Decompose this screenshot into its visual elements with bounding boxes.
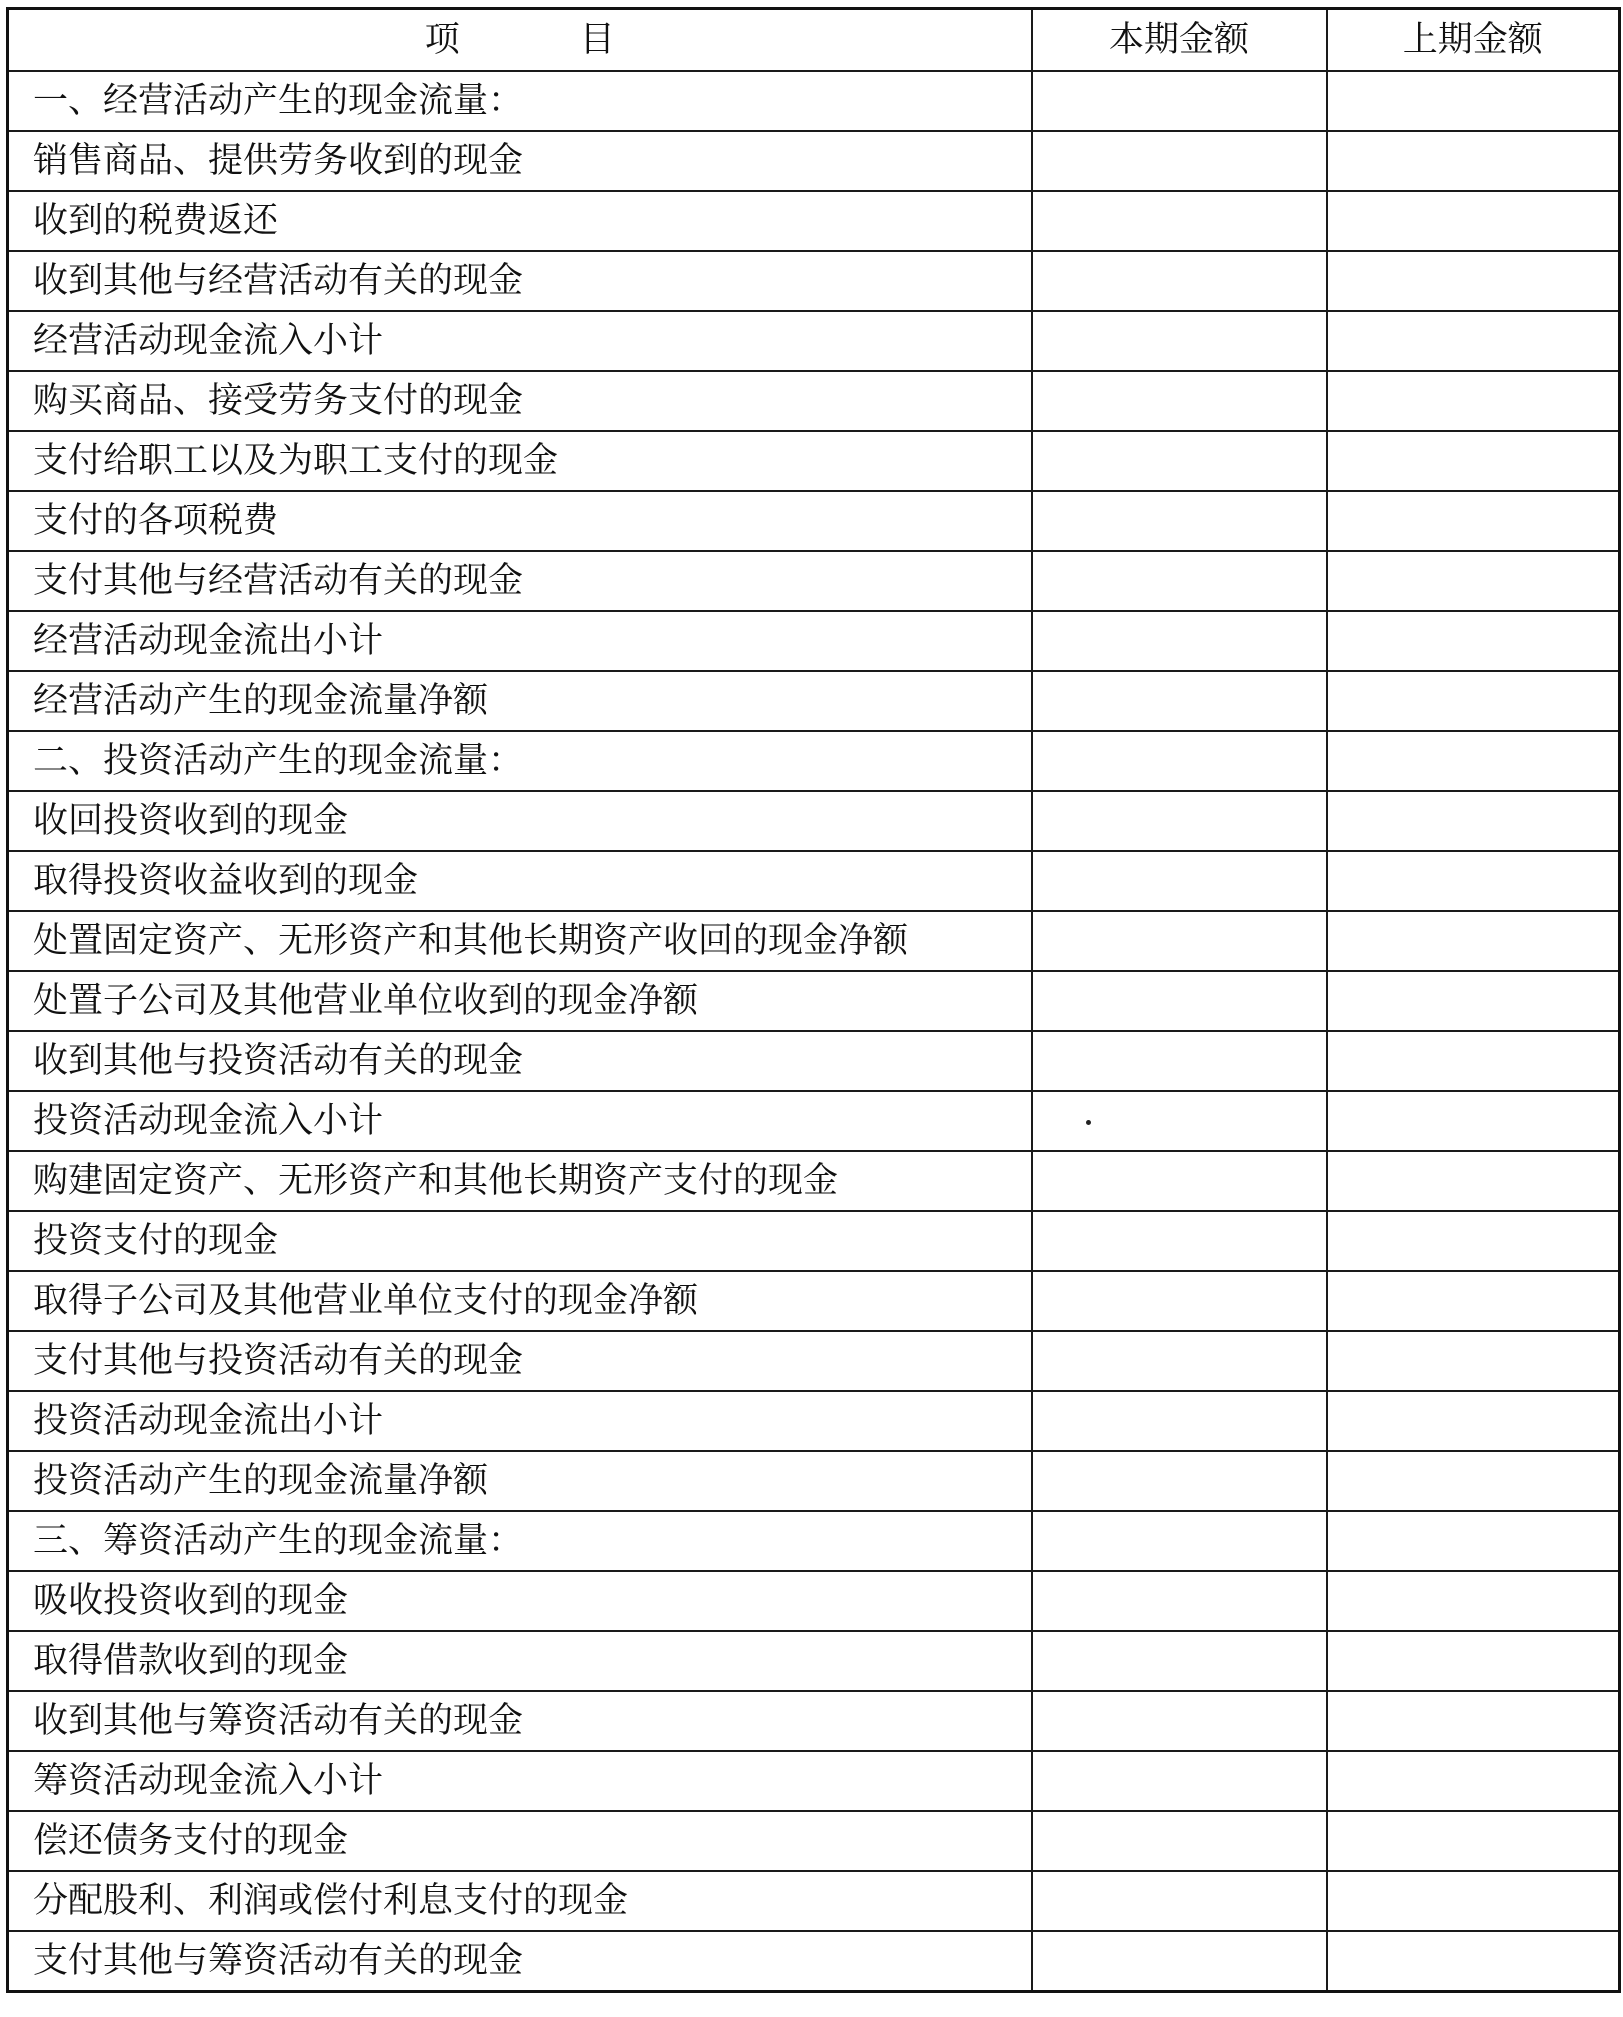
- item-cell: 投资活动现金流出小计: [8, 1391, 1032, 1451]
- item-cell: 处置子公司及其他营业单位收到的现金净额: [8, 971, 1032, 1031]
- prior-amount-cell[interactable]: [1327, 371, 1620, 431]
- current-amount-cell[interactable]: [1032, 1091, 1327, 1151]
- current-amount-cell[interactable]: [1032, 431, 1327, 491]
- prior-amount-cell[interactable]: [1327, 551, 1620, 611]
- table-row: [8, 431, 1620, 491]
- table-row: [8, 1031, 1620, 1091]
- item-cell: 收到其他与经营活动有关的现金: [8, 251, 1032, 311]
- current-amount-cell[interactable]: [1032, 1511, 1327, 1571]
- current-amount-cell[interactable]: [1032, 1691, 1327, 1751]
- prior-amount-cell[interactable]: [1327, 851, 1620, 911]
- current-amount-cell[interactable]: [1032, 1871, 1327, 1931]
- prior-amount-cell[interactable]: [1327, 1391, 1620, 1451]
- item-cell: 取得借款收到的现金: [8, 1631, 1032, 1691]
- item-cell: 经营活动现金流入小计: [8, 311, 1032, 371]
- current-period-column-header: 本期金额: [1032, 9, 1327, 72]
- item-cell: 购建固定资产、无形资产和其他长期资产支付的现金: [8, 1151, 1032, 1211]
- current-amount-cell[interactable]: [1032, 311, 1327, 371]
- prior-amount-cell[interactable]: [1327, 1571, 1620, 1631]
- current-amount-cell[interactable]: [1032, 1031, 1327, 1091]
- item-cell: 取得子公司及其他营业单位支付的现金净额: [8, 1271, 1032, 1331]
- current-amount-cell[interactable]: [1032, 71, 1327, 131]
- item-cell: 支付其他与筹资活动有关的现金: [8, 1931, 1032, 1992]
- prior-amount-cell[interactable]: [1327, 1811, 1620, 1871]
- table-row: [8, 611, 1620, 671]
- item-column-header: [8, 9, 1032, 72]
- prior-amount-cell[interactable]: [1327, 1631, 1620, 1691]
- prior-amount-cell[interactable]: [1327, 251, 1620, 311]
- current-amount-cell[interactable]: [1032, 1451, 1327, 1511]
- prior-amount-cell[interactable]: [1327, 971, 1620, 1031]
- item-cell: 二、投资活动产生的现金流量：: [8, 731, 1032, 791]
- prior-amount-cell[interactable]: [1327, 911, 1620, 971]
- table-row: [8, 971, 1620, 1031]
- item-cell: 经营活动现金流出小计: [8, 611, 1032, 671]
- current-amount-cell[interactable]: [1032, 491, 1327, 551]
- current-amount-cell[interactable]: [1032, 251, 1327, 311]
- item-header-left: 项: [424, 20, 460, 60]
- prior-amount-cell[interactable]: [1327, 731, 1620, 791]
- current-amount-cell[interactable]: [1032, 1211, 1327, 1271]
- item-cell: 支付给职工以及为职工支付的现金: [8, 431, 1032, 491]
- item-cell: 筹资活动现金流入小计: [8, 1751, 1032, 1811]
- prior-amount-cell[interactable]: [1327, 1931, 1620, 1992]
- current-amount-cell[interactable]: [1032, 551, 1327, 611]
- current-amount-cell[interactable]: [1032, 971, 1327, 1031]
- item-cell: 三、筹资活动产生的现金流量：: [8, 1511, 1032, 1571]
- prior-amount-cell[interactable]: [1327, 311, 1620, 371]
- item-cell: 支付其他与投资活动有关的现金: [8, 1331, 1032, 1391]
- current-amount-cell[interactable]: [1032, 1331, 1327, 1391]
- table-row: [8, 1751, 1620, 1811]
- current-amount-cell[interactable]: [1032, 371, 1327, 431]
- prior-amount-cell[interactable]: [1327, 131, 1620, 191]
- item-cell: 支付的各项税费: [8, 491, 1032, 551]
- current-amount-cell[interactable]: [1032, 1931, 1327, 1992]
- current-amount-cell[interactable]: [1032, 131, 1327, 191]
- item-cell: 收到其他与投资活动有关的现金: [8, 1031, 1032, 1091]
- prior-amount-cell[interactable]: [1327, 1871, 1620, 1931]
- current-amount-cell[interactable]: [1032, 671, 1327, 731]
- table-row: [8, 1451, 1620, 1511]
- table-row: [8, 731, 1620, 791]
- prior-amount-cell[interactable]: [1327, 1271, 1620, 1331]
- item-cell: 处置固定资产、无形资产和其他长期资产收回的现金净额: [8, 911, 1032, 971]
- prior-amount-cell[interactable]: [1327, 1511, 1620, 1571]
- item-cell: 分配股利、利润或偿付利息支付的现金: [8, 1871, 1032, 1931]
- table-header: [8, 9, 1620, 72]
- current-amount-cell[interactable]: [1032, 1751, 1327, 1811]
- item-cell: 偿还债务支付的现金: [8, 1811, 1032, 1871]
- table-row: [8, 1271, 1620, 1331]
- table-row: [8, 1091, 1620, 1151]
- item-cell: 投资活动产生的现金流量净额: [8, 1451, 1032, 1511]
- item-cell: 购买商品、接受劳务支付的现金: [8, 371, 1032, 431]
- table-row: [8, 791, 1620, 851]
- prior-amount-cell[interactable]: [1327, 431, 1620, 491]
- item-cell: 投资活动现金流入小计: [8, 1091, 1032, 1151]
- table-row: [8, 1391, 1620, 1451]
- cash-flow-statement-table: [6, 7, 1621, 1993]
- current-amount-cell[interactable]: [1032, 611, 1327, 671]
- table-row: [8, 1151, 1620, 1211]
- current-amount-cell[interactable]: [1032, 1631, 1327, 1691]
- prior-amount-cell[interactable]: [1327, 1751, 1620, 1811]
- prior-amount-cell[interactable]: [1327, 71, 1620, 131]
- table-row: [8, 131, 1620, 191]
- table-row: [8, 671, 1620, 731]
- prior-amount-cell[interactable]: [1327, 191, 1620, 251]
- prior-amount-cell[interactable]: [1327, 1031, 1620, 1091]
- current-amount-cell[interactable]: [1032, 731, 1327, 791]
- table-row: [8, 371, 1620, 431]
- item-cell: 吸收投资收到的现金: [8, 1571, 1032, 1631]
- table-row: [8, 1211, 1620, 1271]
- table-row: [8, 251, 1620, 311]
- prior-amount-cell[interactable]: [1327, 1331, 1620, 1391]
- item-cell: 收到的税费返还: [8, 191, 1032, 251]
- prior-period-column-header: 上期金额: [1327, 9, 1620, 72]
- table-row: [8, 911, 1620, 971]
- prior-amount-cell[interactable]: [1327, 1691, 1620, 1751]
- table-row: [8, 1331, 1620, 1391]
- table-row: [8, 71, 1620, 131]
- table-row: [8, 1871, 1620, 1931]
- prior-amount-cell[interactable]: [1327, 671, 1620, 731]
- current-amount-cell[interactable]: [1032, 911, 1327, 971]
- table-row: [8, 311, 1620, 371]
- prior-amount-cell[interactable]: [1327, 1211, 1620, 1271]
- current-amount-cell[interactable]: [1032, 1151, 1327, 1211]
- current-amount-cell[interactable]: [1032, 851, 1327, 911]
- table-body: [8, 71, 1620, 1992]
- table-row: [8, 191, 1620, 251]
- prior-amount-cell[interactable]: [1327, 491, 1620, 551]
- table-row: [8, 1511, 1620, 1571]
- item-cell: 经营活动产生的现金流量净额: [8, 671, 1032, 731]
- header-row: [8, 9, 1620, 72]
- table-row: [8, 491, 1620, 551]
- table-row: [8, 1931, 1620, 1992]
- table-row: [8, 551, 1620, 611]
- table-row: [8, 1691, 1620, 1751]
- current-amount-cell[interactable]: [1032, 1571, 1327, 1631]
- item-cell: 一、经营活动产生的现金流量：: [8, 71, 1032, 131]
- current-amount-cell[interactable]: [1032, 791, 1327, 851]
- table-row: [8, 1811, 1620, 1871]
- current-amount-cell[interactable]: [1032, 191, 1327, 251]
- prior-amount-cell[interactable]: [1327, 1091, 1620, 1151]
- table-row: [8, 1631, 1620, 1691]
- item-cell: 投资支付的现金: [8, 1211, 1032, 1271]
- prior-amount-cell[interactable]: [1327, 1451, 1620, 1511]
- table-row: [8, 1571, 1620, 1631]
- item-cell: 支付其他与经营活动有关的现金: [8, 551, 1032, 611]
- current-amount-cell[interactable]: [1032, 1811, 1327, 1871]
- ink-speck: [1086, 1120, 1091, 1125]
- prior-amount-cell[interactable]: [1327, 1151, 1620, 1211]
- item-cell: 取得投资收益收到的现金: [8, 851, 1032, 911]
- current-amount-cell[interactable]: [1032, 1271, 1327, 1331]
- item-cell: 收到其他与筹资活动有关的现金: [8, 1691, 1032, 1751]
- prior-amount-cell[interactable]: [1327, 791, 1620, 851]
- item-header-right: 目: [579, 20, 615, 60]
- current-amount-cell[interactable]: [1032, 1391, 1327, 1451]
- item-cell: 收回投资收到的现金: [8, 791, 1032, 851]
- prior-amount-cell[interactable]: [1327, 611, 1620, 671]
- table-row: [8, 851, 1620, 911]
- item-cell: 销售商品、提供劳务收到的现金: [8, 131, 1032, 191]
